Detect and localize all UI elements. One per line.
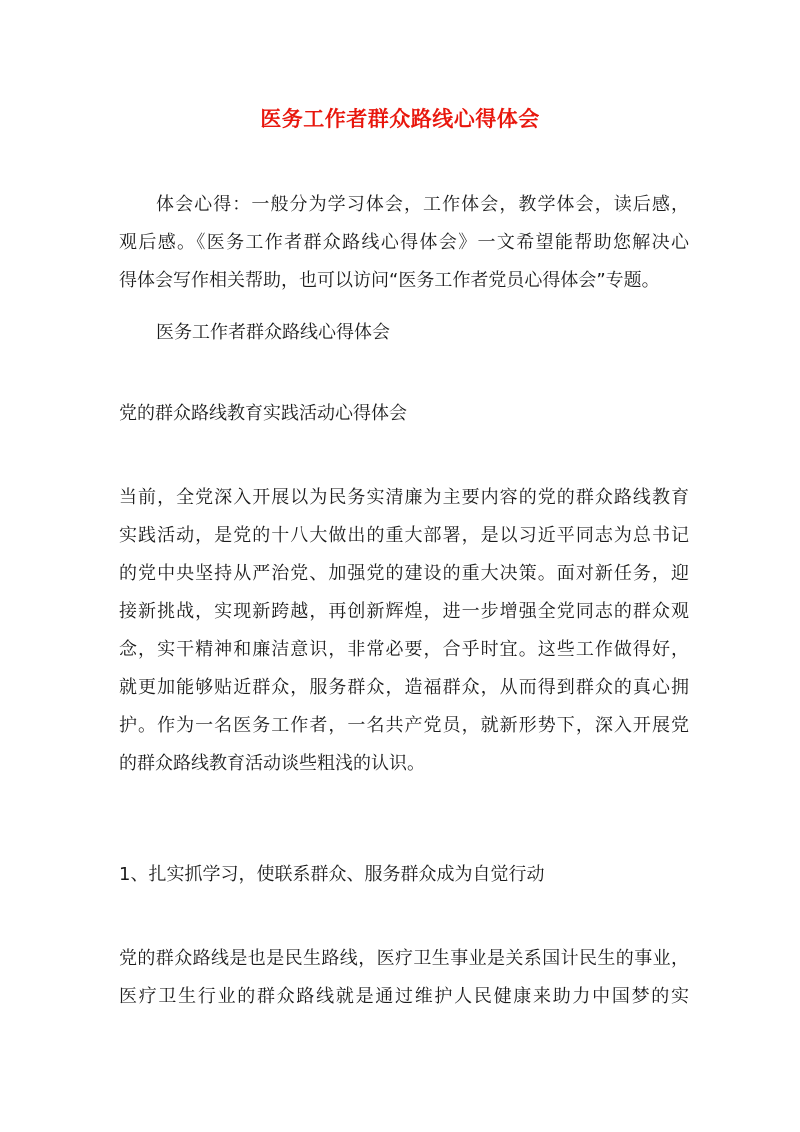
document-title: 医务工作者群众路线心得体会 <box>260 107 540 131</box>
paragraph-1-line-7: 护。作为一名医务工作者，一名共产党员，就新形势下，深入开展党 <box>119 715 689 736</box>
point-1-heading-line: 1、扎实抓学习，使联系群众、服务群众成为自觉行动 <box>119 864 545 885</box>
paragraph-2 <box>119 940 689 1016</box>
paragraph-1-line-5: 念，实干精神和廉洁意识，非常必要，合乎时宜。这些工作做得好， <box>119 639 689 660</box>
paragraph-1 <box>119 479 689 783</box>
subtitle-paragraph <box>119 314 689 352</box>
paragraph-1-line-2: 实践活动，是党的十八大做出的重大部署，是以习近平同志为总书记 <box>119 525 689 546</box>
paragraph-1-line-6: 就更加能够贴近群众，服务群众，造福群众，从而得到群众的真心拥 <box>119 677 689 698</box>
paragraph-2-line-2: 医疗卫生行业的群众路线就是通过维护人民健康来助力中国梦的实 <box>119 986 689 1007</box>
paragraph-2-line-1: 党的群众路线是也是民生路线，医疗卫生事业是关系国计民生的事业， <box>119 948 689 969</box>
paragraph-1-line-1: 当前，全党深入开展以为民务实清廉为主要内容的党的群众路线教育 <box>119 487 689 508</box>
subtitle-line: 医务工作者群众路线心得体会 <box>156 322 390 343</box>
intro-line-1: 体会心得：一般分为学习体会，工作体会，教学体会，读后感， <box>156 194 689 215</box>
section-heading <box>119 395 689 433</box>
paragraph-1-line-4: 接新挑战，实现新跨越，再创新辉煌，进一步增强全党同志的群众观 <box>119 601 689 622</box>
intro-line-3: 得体会写作相关帮助，也可以访问“医务工作者党员心得体会”专题。 <box>119 270 660 291</box>
intro-paragraph <box>119 186 689 300</box>
paragraph-1-line-3: 的党中央坚持从严治党、加强党的建设的重大决策。面对新任务，迎 <box>119 563 689 584</box>
section-heading-line: 党的群众路线教育实践活动心得体会 <box>119 403 407 424</box>
paragraph-1-line-8: 的群众路线教育活动谈些粗浅的认识。 <box>119 753 425 774</box>
intro-line-2: 观后感。《医务工作者群众路线心得体会》一文希望能帮助您解决心 <box>119 232 689 253</box>
point-1-heading <box>119 856 689 894</box>
